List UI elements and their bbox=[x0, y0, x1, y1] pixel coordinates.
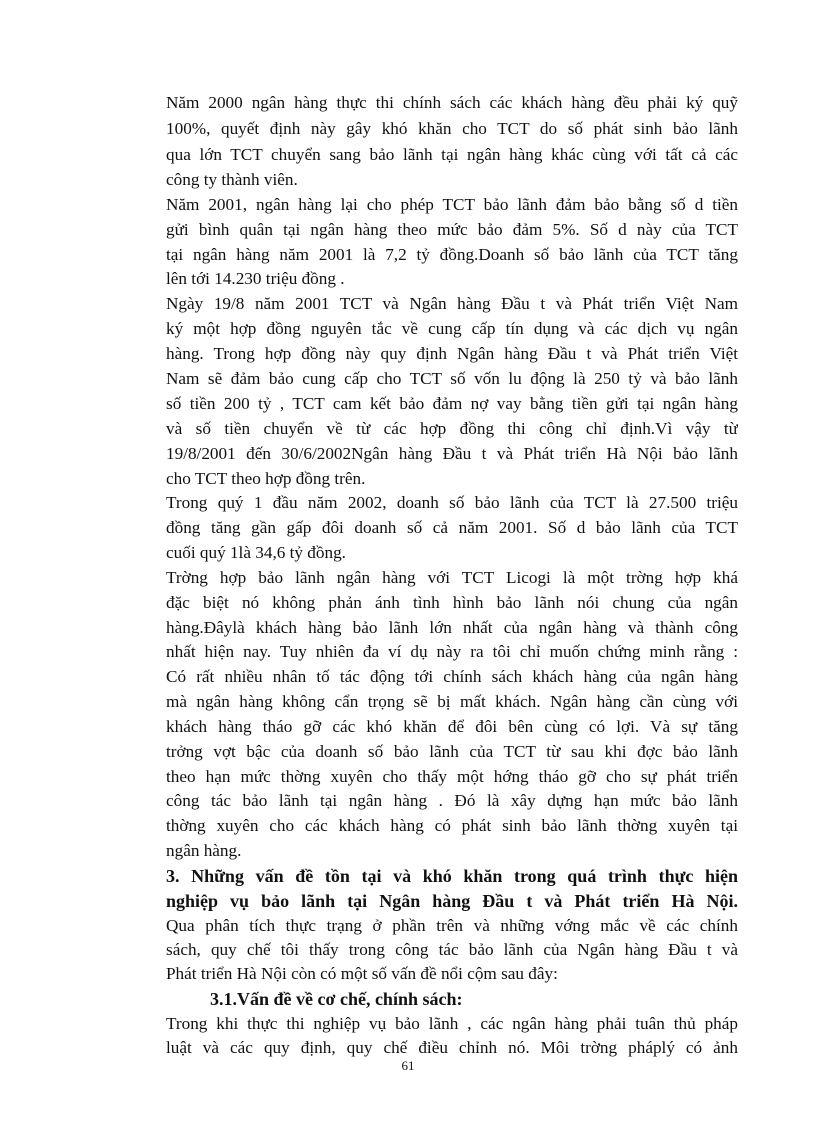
text-line: Trờng hợp bảo lãnh ngân hàng với TCT Licogi là một trờng hợp khá bbox=[166, 568, 738, 587]
text-line: thờng xuyên cho các khách hàng có phát sinh bảo lãnh thờng xuyên tại bbox=[166, 816, 738, 835]
text-line: hàng. Trong hợp đồng này quy định Ngân hàng Đầu t và Phát triển Việt bbox=[166, 344, 738, 363]
text-line: qua lớn TCT chuyển sang bảo lãnh tại ngân hàng khác cùng với tất cả các bbox=[166, 145, 738, 164]
text-line: luật và các quy định, quy chế điều chỉnh nó. Môi trờng pháplý có ảnh bbox=[166, 1038, 738, 1057]
text-line: hàng.Đâylà khách hàng bảo lãnh lớn nhất của ngân hàng và thành công bbox=[166, 618, 738, 637]
text-line: Trong quý 1 đầu năm 2002, doanh số bảo lãnh của TCT là 27.500 triệu bbox=[166, 493, 738, 512]
text-line: Có rất nhiều nhân tố tác động tới chính sách khách hàng của ngân hàng bbox=[166, 667, 738, 686]
text-line: cho TCT theo hợp đồng trên. bbox=[166, 469, 366, 488]
text-line: 19/8/2001 đến 30/6/2002Ngân hàng Đầu t và Phát triển Hà Nội bảo lãnh bbox=[166, 444, 738, 463]
text-line: 100%, quyết định này gây khó khăn cho TCT do số phát sinh bảo lãnh bbox=[166, 119, 738, 138]
text-line: Ngày 19/8 năm 2001 TCT và Ngân hàng Đầu t và Phát triển Việt Nam bbox=[166, 294, 738, 313]
text-line: đặc biệt nó không phản ánh tình hình bảo lãnh nói chung của ngân bbox=[166, 593, 738, 612]
text-line: ngân hàng. bbox=[166, 841, 242, 860]
section-heading: nghiệp vụ bảo lãnh tại Ngân hàng Đầu t và Phát triển Hà Nội. bbox=[166, 891, 738, 911]
text-line: đồng tăng gần gấp đôi doanh số cả năm 2001. Số d bảo lãnh của TCT bbox=[166, 518, 738, 537]
page-number: 61 bbox=[401, 1058, 415, 1073]
text-line: gửi bình quân tại ngân hàng theo mức bảo đảm 5%. Số d này của TCT bbox=[166, 220, 738, 239]
text-line: ký một hợp đồng nguyên tắc về cung cấp tín dụng và các dịch vụ ngân bbox=[166, 319, 738, 338]
text-line: theo hạn mức thờng xuyên cho thấy một hớng tháo gỡ cho sự phát triển bbox=[166, 767, 738, 786]
text-line: tại ngân hàng năm 2001 là 7,2 tỷ đồng.Doanh số bảo lãnh của TCT tăng bbox=[166, 245, 738, 264]
text-line: Nam sẽ đảm bảo cung cấp cho TCT số vốn lu động là 250 tỷ và bảo lãnh bbox=[166, 369, 738, 388]
text-line: nhất hiện nay. Tuy nhiên đa ví dụ này ra tôi chỉ muốn chứng minh rằng : bbox=[166, 642, 738, 661]
section-heading: 3. Những vấn đề tồn tại và khó khăn trong quá trình thực hiện bbox=[166, 866, 738, 886]
subsection-heading: 3.1.Vấn đề về cơ chế, chính sách: bbox=[210, 989, 463, 1009]
text-line: lên tới 14.230 triệu đồng . bbox=[166, 269, 345, 288]
text-line: khách hàng tháo gỡ các khó khăn để đôi bên cùng có lợi. Và sự tăng bbox=[166, 717, 738, 736]
text-line: Qua phân tích thực trạng ở phần trên và những vớng mắc về các chính bbox=[166, 916, 738, 935]
text-line: Năm 2001, ngân hàng lại cho phép TCT bảo lãnh đảm bảo bằng số d tiền bbox=[166, 195, 738, 214]
text-line: Năm 2000 ngân hàng thực thi chính sách các khách hàng đều phải ký quỹ bbox=[166, 93, 738, 112]
text-line: số tiền 200 tỷ , TCT cam kết bảo đảm nợ vay bằng tiền gửi tại ngân hàng bbox=[166, 394, 738, 413]
text-line: cuối quý 1là 34,6 tỷ đồng. bbox=[166, 543, 346, 562]
text-line: sách, quy chế tôi thấy trong công tác bảo lãnh của Ngân hàng Đầu t và bbox=[166, 940, 738, 959]
text-line: và số tiền chuyển về từ các hợp đồng thi công chỉ định.Vì vậy từ bbox=[166, 419, 738, 438]
text-line: công tác bảo lãnh tại ngân hàng . Đó là xây dựng hạn mức bảo lãnh bbox=[166, 791, 738, 810]
text-line: mà ngân hàng không cẩn trọng sẽ bị mất khách. Ngân hàng cần cùng với bbox=[166, 692, 738, 711]
text-line: công ty thành viên. bbox=[166, 170, 298, 189]
text-line: Phát triển Hà Nội còn có một số vấn đề nổi cộm sau đây: bbox=[166, 964, 558, 983]
text-line: trởng vợt bậc của doanh số bảo lãnh của TCT từ sau khi đợc bảo lãnh bbox=[166, 742, 738, 761]
text-line: Trong khi thực thi nghiệp vụ bảo lãnh , các ngân hàng phải tuân thủ pháp bbox=[166, 1014, 738, 1033]
